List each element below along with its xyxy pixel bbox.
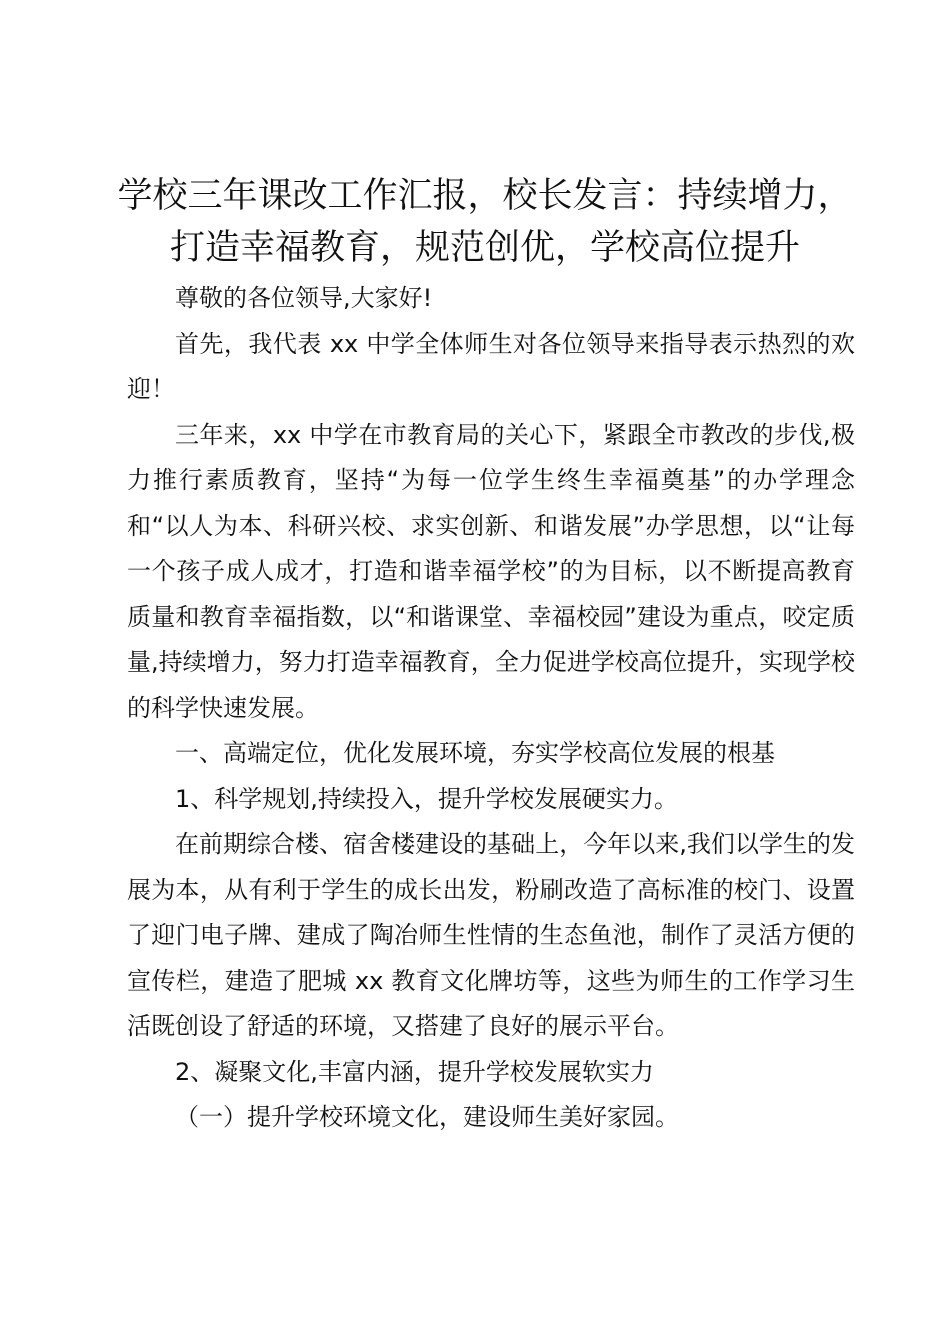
section-heading-1: 一、高端定位，优化发展环境，夯实学校高位发展的根基 bbox=[175, 739, 775, 767]
title-line-1: 学校三年课改工作汇报，校长发言：持续增力， bbox=[117, 176, 853, 216]
document-title bbox=[100, 170, 870, 274]
subsection-heading-1: 1、科学规划,持续投入，提升学校发展硬实力。 bbox=[175, 784, 678, 813]
title-line-2: 打造幸福教育，规范创优，学校高位提升 bbox=[169, 228, 800, 268]
greeting-paragraph: 尊敬的各位领导,大家好! bbox=[175, 284, 433, 312]
facilities-paragraph: 在前期综合楼、宿舍楼建设的基础上，今年以来,我们以学生的发展为本，从有利于学生的成长出发，粉刷改造了高标准的校门、设置了迎门电子牌、建成了陶冶师生性情的生态鱼池，制作了灵活方便的宣传栏，建造了肥城 xx 教育文化牌坊等，这些为师生的工作学习生活既创设了舒适的环境，又搭建了良好的展示平台。 bbox=[127, 830, 855, 1040]
subsection-heading-2: 2、凝聚文化,丰富内涵，提升学校发展软实力 bbox=[175, 1057, 654, 1086]
welcome-paragraph: 首先，我代表 xx 中学全体师生对各位领导来指导表示热烈的欢迎！ bbox=[127, 329, 855, 403]
subsection-heading-2-1: （一）提升学校环境文化，建设师生美好家园。 bbox=[175, 1103, 679, 1131]
overview-paragraph: 三年来，xx 中学在市教育局的关心下，紧跟全市教改的步伐,极力推行素质教育，坚持“为每一位学生终生幸福奠基”的办学理念和“以人为本、科研兴校、求实创新、和谐发展”办学思想，以“让每一个孩子成人成才，打造和谐幸福学校”的为目标，以不断提高教育质量和教育幸福指数，以“和谐课堂、幸福校园”建设为重点，咬定质量,持续增力，努力打造幸福教育，全力促进学校高位提升，实现学校的科学快速发展。 bbox=[127, 420, 855, 722]
document-body bbox=[127, 276, 855, 1141]
